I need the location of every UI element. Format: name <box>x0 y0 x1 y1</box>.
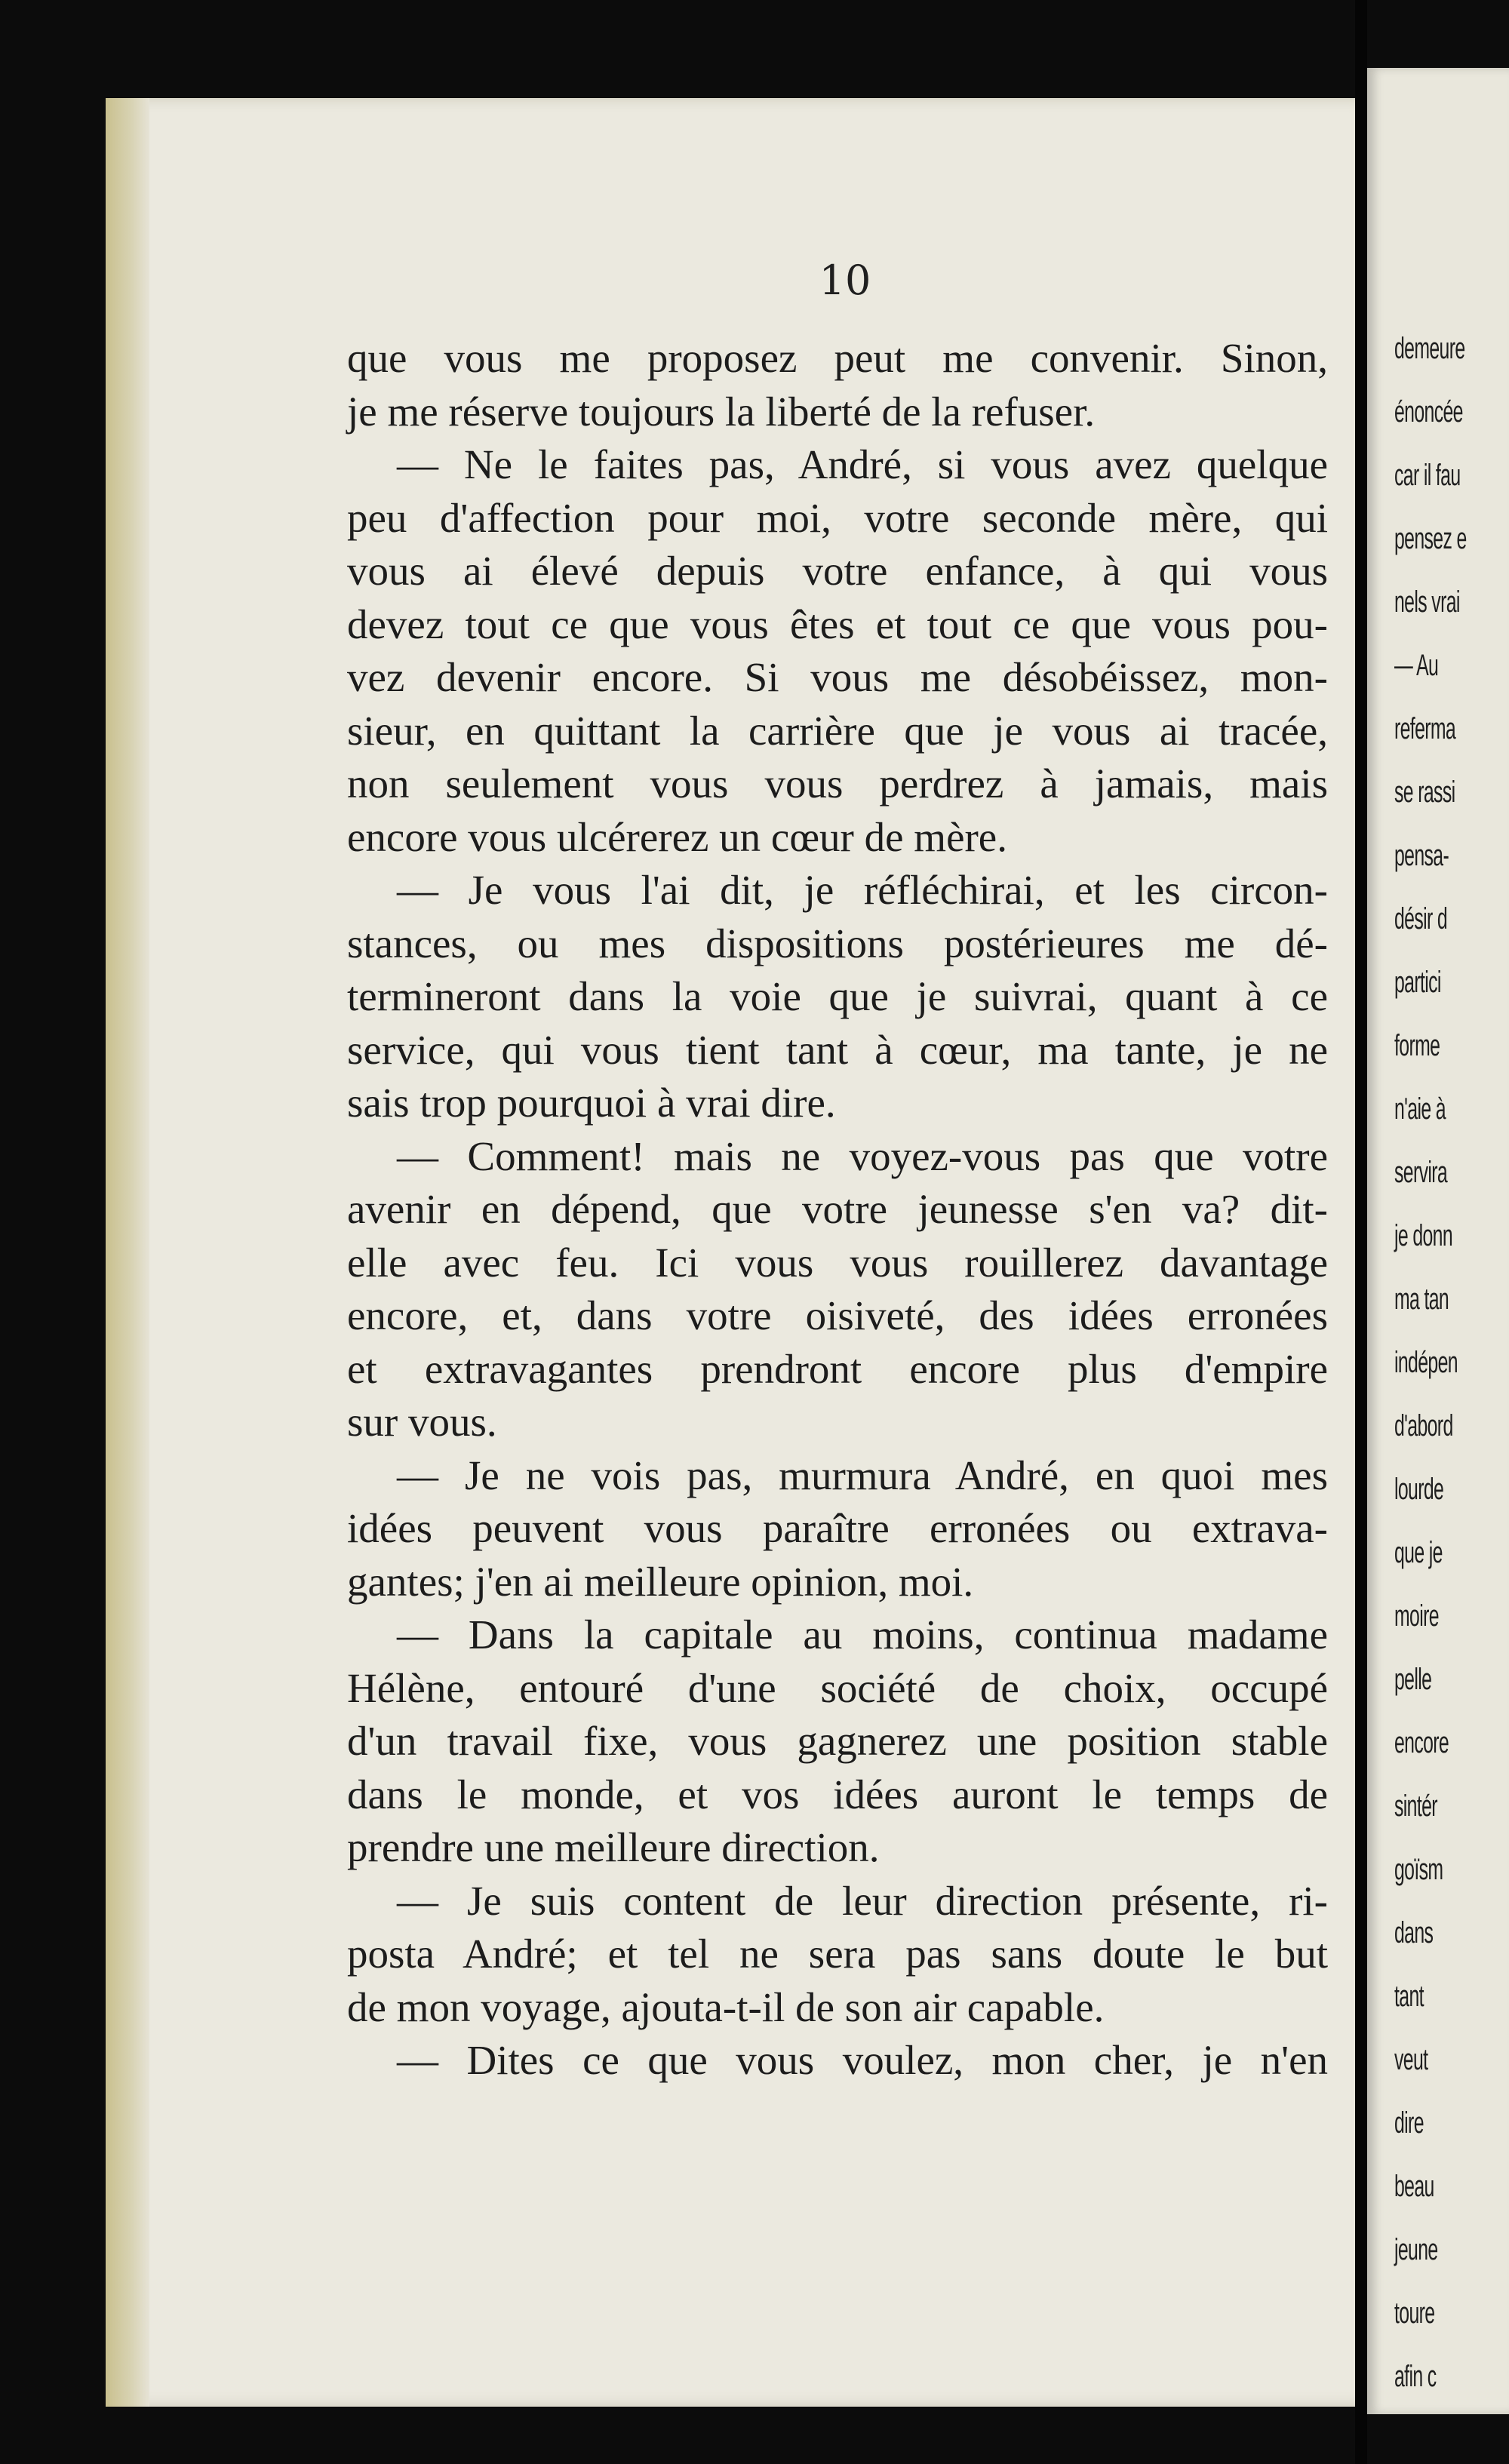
text-line: elle avec feu. Ici vous vous rouillerez davantage <box>347 1239 1328 1286</box>
text-line: posta André; et tel ne sera pas sans doute le but <box>347 1931 1328 1977</box>
facing-page-fragment: encore <box>1394 1726 1449 1759</box>
facing-page-fragment: d'abord <box>1394 1409 1453 1442</box>
text-line: que vous me proposez peut me convenir. Sinon, <box>347 335 1328 381</box>
facing-page-fragment: se rassi <box>1394 776 1455 809</box>
facing-page-fragment: — Au <box>1394 649 1439 682</box>
text-line: non seulement vous vous perdrez à jamais, mais <box>347 760 1328 806</box>
text-line: gantes; j'en ai meilleure opinion, moi. <box>347 1558 974 1605</box>
facing-page-fragment: moire <box>1394 1599 1439 1633</box>
facing-page-fragment: beau <box>1394 2170 1434 2203</box>
facing-page-fragment: demeure <box>1394 332 1465 365</box>
facing-page-fragment: désir d <box>1394 902 1448 936</box>
facing-page-fragment: tant <box>1394 1980 1424 2013</box>
facing-page-fragment: referma <box>1394 712 1456 745</box>
text-line: — Je ne vois pas, murmura André, en quoi mes <box>397 1452 1328 1498</box>
text-line: devez tout ce que vous êtes et tout ce que vous pou- <box>347 601 1328 647</box>
text-line: de mon voyage, ajouta-t-il de son air capable. <box>347 1983 1105 2030</box>
page-number: 10 <box>819 257 871 304</box>
facing-page-fragment: goïsm <box>1394 1853 1443 1886</box>
text-line: — Ne le faites pas, André, si vous avez quelque <box>397 441 1328 487</box>
text-line: — Dans la capitale au moins, continua madame <box>397 1611 1328 1658</box>
text-line: Hélène, entouré d'une société de choix, occupé <box>347 1664 1328 1711</box>
facing-page-fragment: servira <box>1394 1156 1448 1189</box>
facing-page-fragment: car il fau <box>1394 459 1461 492</box>
facing-page-fragment: forme <box>1394 1029 1440 1062</box>
facing-page-fragment: nels vrai <box>1394 585 1460 619</box>
facing-page-fragment: partici <box>1394 966 1441 999</box>
facing-page-fragment: je donn <box>1394 1219 1453 1252</box>
text-line: — Je suis content de leur direction présente, ri- <box>397 1877 1328 1924</box>
facing-page-fragment: indépen <box>1394 1346 1458 1379</box>
facing-page-fragment: énoncée <box>1394 395 1463 429</box>
page-gutter-shadow <box>106 98 149 2407</box>
text-line: — Dites ce que vous voulez, mon cher, je n'en <box>397 2037 1328 2083</box>
facing-page-fragment: pensez e <box>1394 522 1467 555</box>
facing-page-fragment: n'aie à <box>1394 1092 1446 1126</box>
text-line: dans le monde, et vos idées auront le temps de <box>347 1771 1328 1817</box>
facing-page-fragment: que je <box>1394 1536 1443 1569</box>
page-divider <box>1355 0 1367 2464</box>
facing-page-fragment: toure <box>1394 2297 1435 2330</box>
facing-page-fragment: veut <box>1394 2043 1428 2076</box>
facing-page-fragment: pelle <box>1394 1663 1432 1696</box>
text-line: encore, et, dans votre oisiveté, des idées erronées <box>347 1292 1328 1338</box>
facing-page-fragment: lourde <box>1394 1473 1444 1506</box>
text-line: d'un travail fixe, vous gagnerez une position stable <box>347 1718 1328 1764</box>
facing-page-fragment: dans <box>1394 1916 1434 1949</box>
text-line: termineront dans la voie que je suivrai, quant à ce <box>347 973 1328 1019</box>
facing-page-fragment: afin c <box>1394 2360 1437 2393</box>
text-line: encore vous ulcérerez un cœur de mère. <box>347 813 1007 860</box>
facing-page-fragment: sintér <box>1394 1790 1437 1823</box>
text-line: avenir en dépend, que votre jeunesse s'en va? dit- <box>347 1186 1328 1232</box>
text-line: — Comment! mais ne voyez-vous pas que votre <box>397 1132 1328 1179</box>
text-line: sieur, en quittant la carrière que je vous ai tracée, <box>347 707 1328 754</box>
facing-page-fragment: pensa- <box>1394 839 1449 872</box>
facing-page-text <box>1394 317 1469 2408</box>
text-line: service, qui vous tient tant à cœur, ma tante, je ne <box>347 1026 1328 1073</box>
text-line: vez devenir encore. Si vous me désobéissez, mon- <box>347 654 1328 700</box>
text-line: et extravagantes prendront encore plus d'empire <box>347 1345 1328 1392</box>
text-line: idées peuvent vous paraître erronées ou extrava- <box>347 1505 1328 1551</box>
text-line: prendre une meilleure direction. <box>347 1824 880 1870</box>
text-line: — Je vous l'ai dit, je réfléchirai, et les circon- <box>397 867 1328 913</box>
text-line: je me réserve toujours la liberté de la refuser. <box>347 388 1096 435</box>
facing-page-fragment: ma tan <box>1394 1283 1449 1316</box>
facing-page-fragment: dire <box>1394 2106 1424 2140</box>
text-line: sur vous. <box>347 1399 497 1445</box>
body-text <box>347 332 1328 2088</box>
text-line: vous ai élevé depuis votre enfance, à qui vous <box>347 548 1328 594</box>
facing-page-fragment: jeune <box>1394 2233 1438 2266</box>
text-line: peu d'affection pour moi, votre seconde mère, qui <box>347 494 1328 541</box>
text-line: sais trop pourquoi à vrai dire. <box>347 1080 836 1126</box>
text-line: stances, ou mes dispositions postérieures me dé- <box>347 920 1328 966</box>
